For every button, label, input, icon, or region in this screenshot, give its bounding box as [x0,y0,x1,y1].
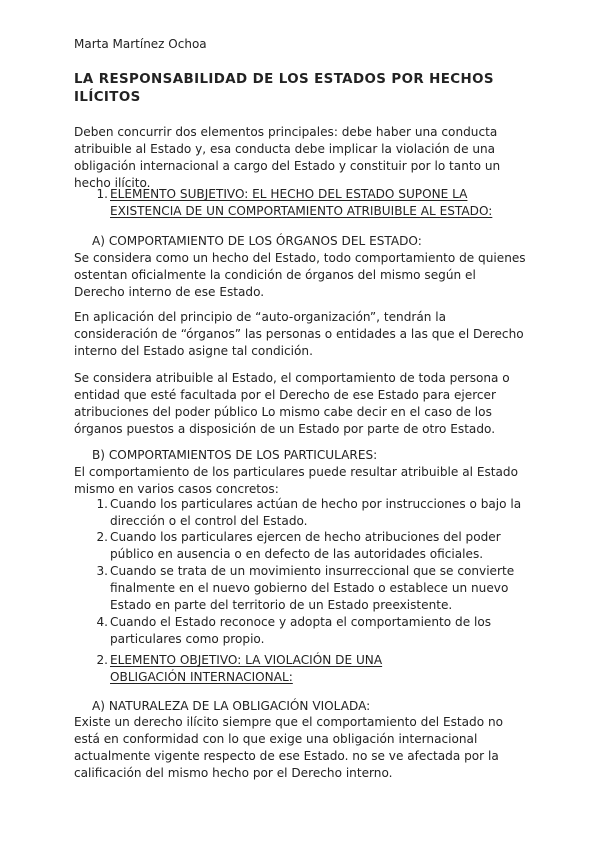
section2-subA-paragraph-1: Existe un derecho ilícito siempre que el comportamiento del Estado no está en conformidad con lo que exige una obligación internacional actualmente vigente respecto de ese Estado. no se ve afectada por la calificación del mismo hecho por el Derecho interno. [74,715,504,780]
section1-subB-intro: El comportamiento de los particulares puede resultar atribuible al Estado mismo en varios casos concretos: [74,465,518,496]
list-item: Cuando se trata de un movimiento insurreccional que se convierte finalmente en el nuevo gobierno del Estado o establece un nuevo Estado en parte del territorio de un Estado preexistente. [110,564,515,612]
document-title: LA RESPONSABILIDAD DE LOS ESTADOS POR HECHOS ILÍCITOS [74,72,494,105]
list-item-number: 1. [96,497,108,511]
list-item: Cuando los particulares actúan de hecho por instrucciones o bajo la dirección o el control del Estado. [110,497,522,528]
list-item: Cuando los particulares ejercen de hecho atribuciones del poder público en ausencia o en defecto de las autoridades oficiales. [110,530,501,561]
section2-heading: ELEMENTO OBJETIVO: LA VIOLACIÓN DE UNA OBLIGACIÓN INTERNACIONAL: [110,653,383,684]
section1-subA-paragraph-2: En aplicación del principio de “auto-organización”, tendrán la consideración de “órganos” las personas o entidades a las que el Derecho interno del Estado asigne tal condición. [74,310,524,358]
list-item-number: 2. [96,530,108,544]
list-item-number: 4. [96,615,108,629]
section1-number: 1. [96,187,108,201]
section1-subA-heading: A) COMPORTAMIENTO DE LOS ÓRGANOS DEL ESTADO: [92,234,422,248]
author-name: Marta Martínez Ochoa [74,37,207,51]
section2-number: 2. [96,653,108,667]
intro-paragraph: Deben concurrir dos elementos principales: debe haber una conducta atribuible al Estado y, esa conducta debe implicar la violación de una obligación internacional a cargo del Estado y constituir por lo tanto un hecho ilícito. [74,125,501,190]
section1-subA-paragraph-3: Se considera atribuible al Estado, el comportamiento de toda persona o entidad que esté facultada por el Derecho de ese Estado para ejercer atribuciones del poder público Lo mismo cabe decir en el caso de los órganos puestos a disposición de un Estado por parte de otro Estado. [74,371,510,436]
section2-subA-heading: A) NATURALEZA DE LA OBLIGACIÓN VIOLADA: [92,699,371,713]
section1-heading: ELEMENTO SUBJETIVO: EL HECHO DEL ESTADO SUPONE LA EXISTENCIA DE UN COMPORTAMIENTO ATRIBUIBLE AL ESTADO: [110,187,493,218]
section1-subA-paragraph-1: Se considera como un hecho del Estado, todo comportamiento de quienes ostentan oficialmente la condición de órganos del mismo según el Derecho interno de ese Estado. [74,251,526,299]
list-item-number: 3. [96,564,108,578]
section1-subB-heading: B) COMPORTAMIENTOS DE LOS PARTICULARES: [92,448,378,462]
list-item: Cuando el Estado reconoce y adopta el comportamiento de los particulares como propio. [110,615,492,646]
